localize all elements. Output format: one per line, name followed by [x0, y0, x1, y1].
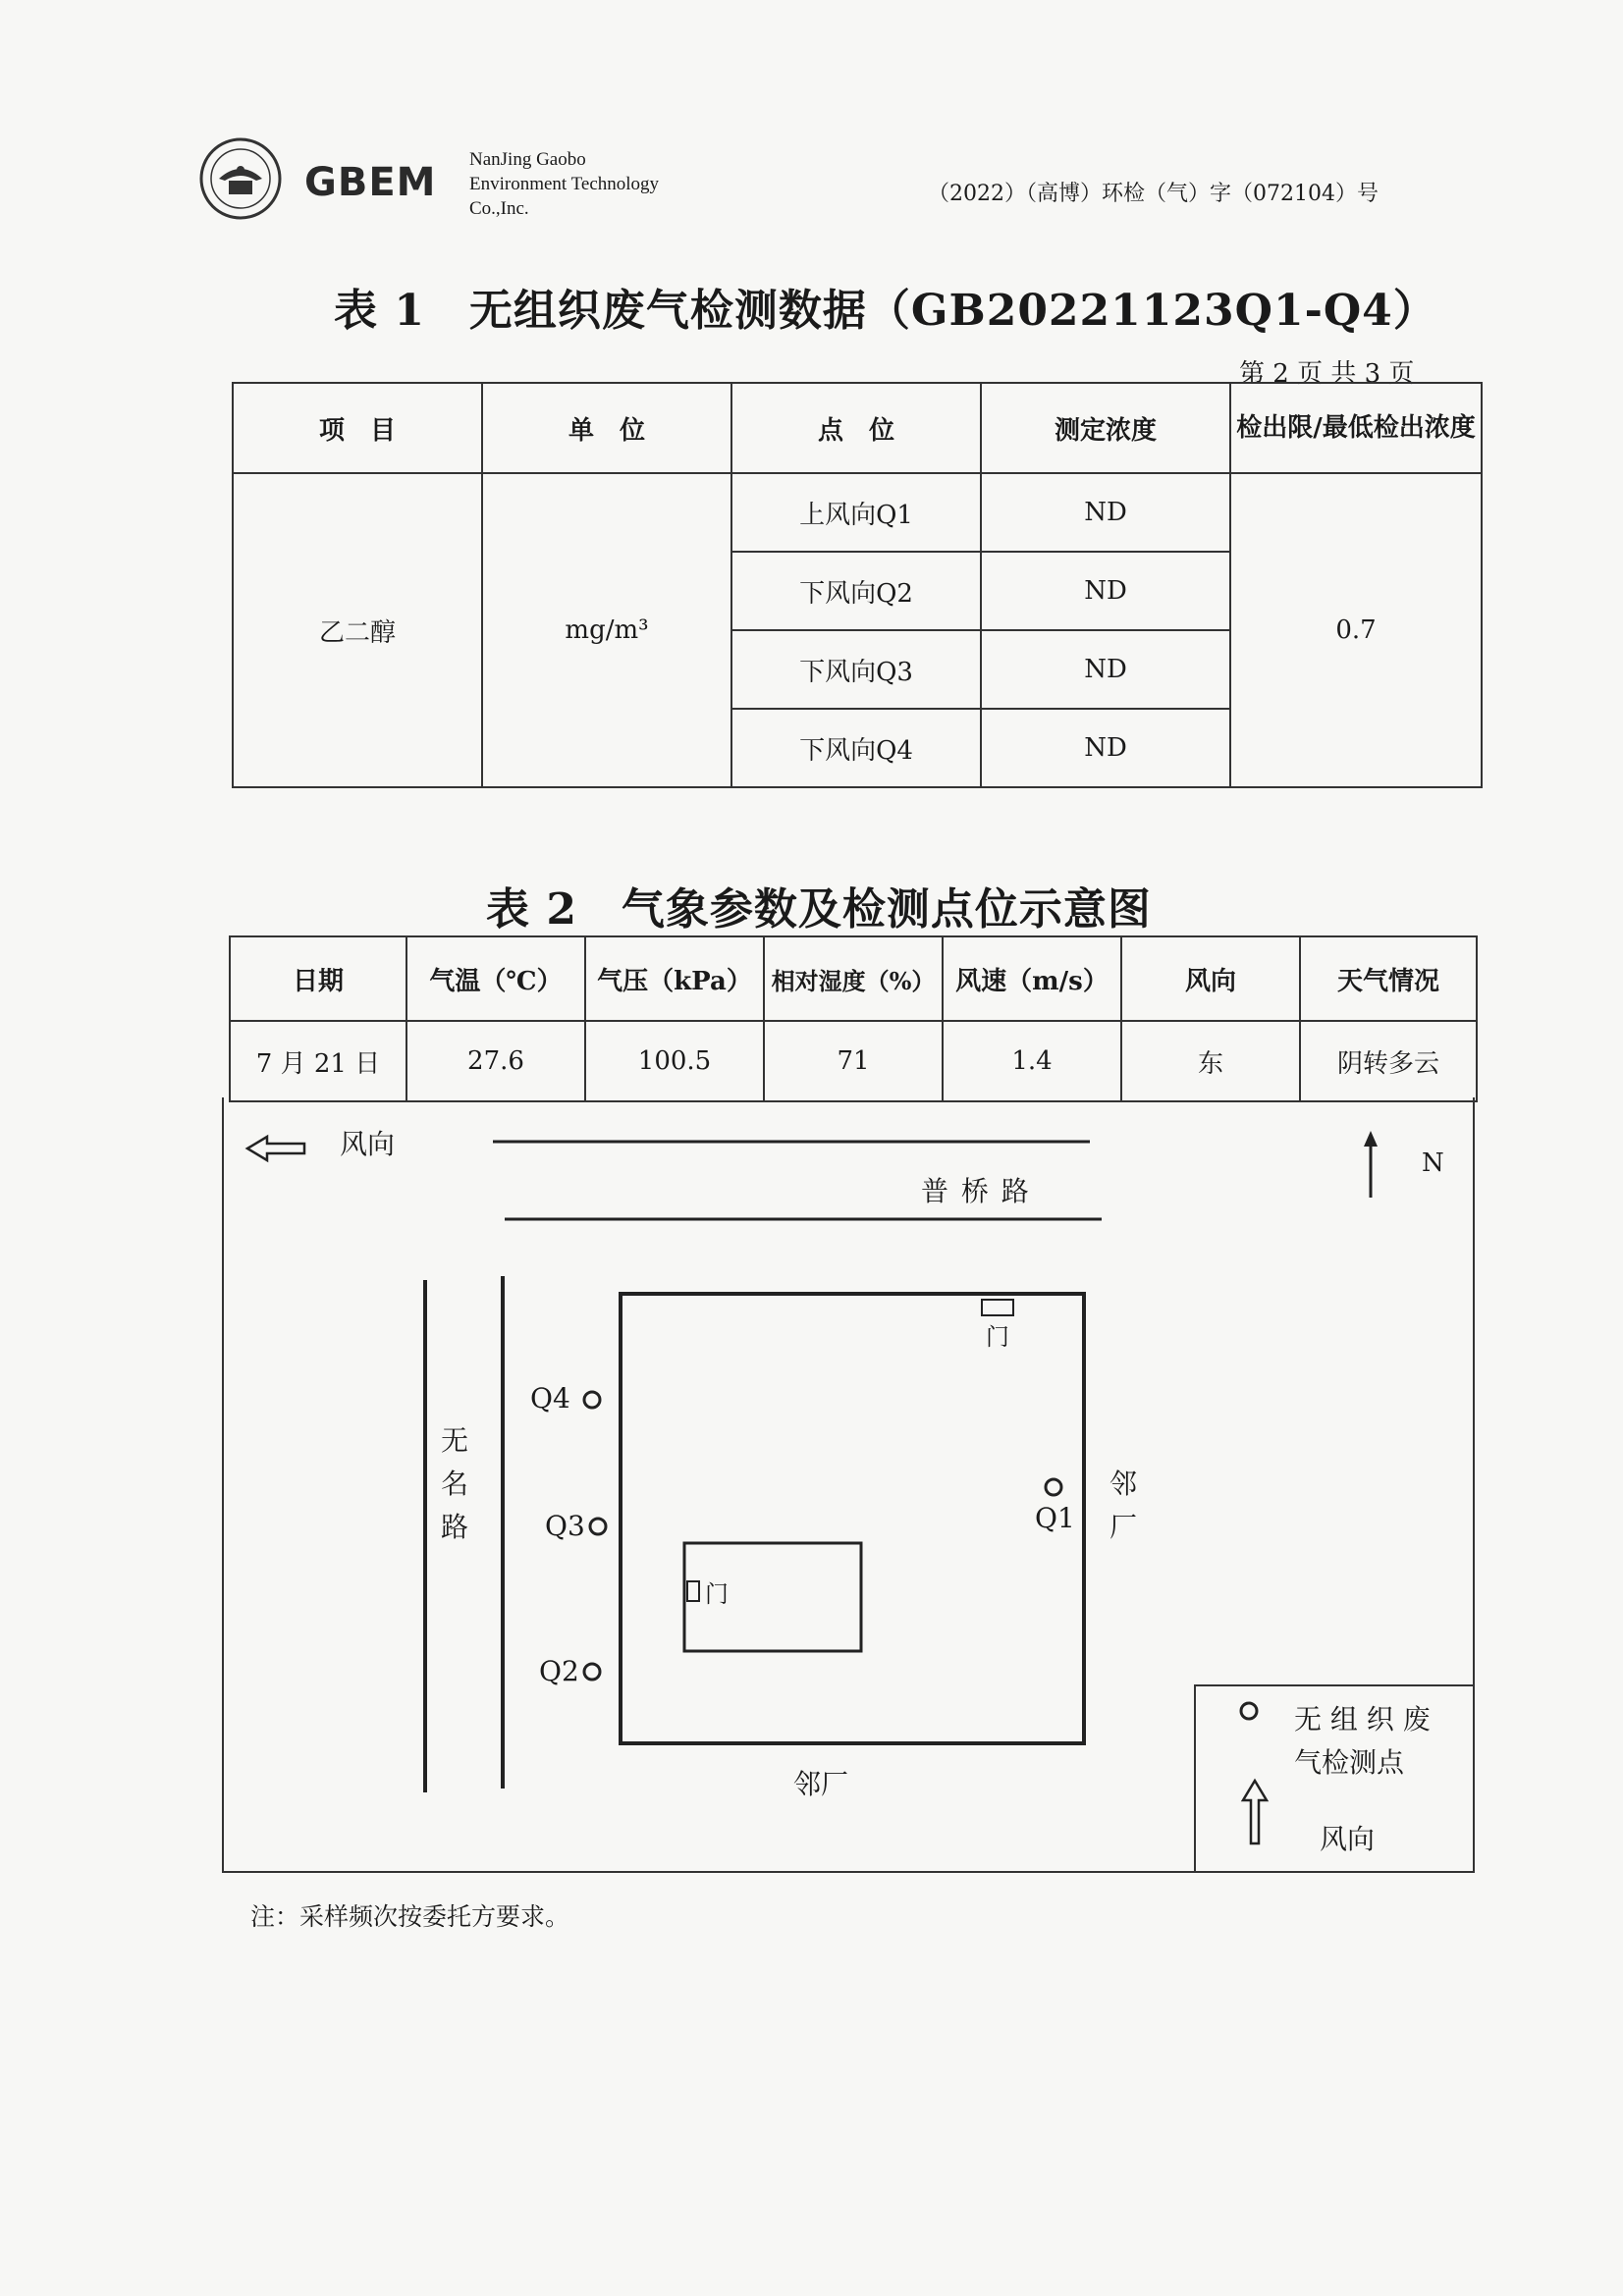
company-seal-logo — [199, 137, 282, 220]
table1-emission-data — [232, 382, 1483, 788]
table-row — [233, 473, 1482, 552]
q1-label: Q1 — [1035, 1502, 1075, 1534]
q4-label: Q4 — [530, 1382, 570, 1415]
cell-limit: 0.7 — [1230, 473, 1482, 787]
legend-wind-label: 风向 — [1320, 1823, 1376, 1855]
brand-logo-text: GBEM — [304, 160, 437, 205]
table1-title: 表 1 无组织废气检测数据（GB20221123Q1-Q4） — [334, 286, 1437, 336]
sampling-point-q3-icon — [590, 1519, 606, 1534]
road-left-label — [440, 1419, 469, 1549]
site-diagram — [222, 1097, 1475, 1873]
north-label: N — [1422, 1148, 1444, 1178]
table-header-row — [233, 383, 1482, 473]
company-name — [469, 147, 659, 221]
cell-value: ND — [981, 709, 1230, 787]
plant-boundary — [621, 1294, 1084, 1743]
cell-value: ND — [981, 552, 1230, 630]
road-top-label: 普 桥 路 — [921, 1175, 1031, 1207]
header-wind-direction: 风向 — [1121, 936, 1300, 1021]
header-weather: 天气情况 — [1300, 936, 1477, 1021]
inner-gate-marker — [687, 1581, 699, 1601]
cell-value: ND — [981, 630, 1230, 709]
neighbor-right-char: 厂 — [1109, 1511, 1137, 1543]
north-arrow-icon — [1364, 1131, 1378, 1198]
sampling-point-q2-icon — [584, 1664, 600, 1680]
wind-arrow-left-icon — [247, 1137, 304, 1160]
sampling-note: 注：采样频次按委托方要求。 — [250, 1902, 570, 1931]
q3-label: Q3 — [545, 1510, 585, 1542]
legend-point-line: 无 组 织 废 — [1294, 1703, 1431, 1735]
table2-title: 表 2 气象参数及检测点位示意图 — [486, 884, 1152, 934]
cell-value: ND — [981, 473, 1230, 552]
neighbor-right-label — [1109, 1463, 1138, 1549]
header-temperature: 气温（℃） — [406, 936, 585, 1021]
road-left-char: 无 — [440, 1424, 468, 1457]
cell-wind-direction: 东 — [1121, 1021, 1300, 1101]
cell-humidity: 71 — [764, 1021, 943, 1101]
header-point: 点 位 — [731, 383, 981, 473]
cell-point: 下风向Q3 — [731, 630, 981, 709]
table-header-row — [230, 936, 1477, 1021]
cell-point: 下风向Q2 — [731, 552, 981, 630]
header-humidity: 相对湿度（%） — [764, 936, 943, 1021]
table2-weather-params — [229, 935, 1478, 1102]
q2-label: Q2 — [539, 1655, 579, 1687]
cell-pressure: 100.5 — [585, 1021, 764, 1101]
legend-point-line: 气检测点 — [1294, 1746, 1405, 1779]
report-number: （2022）（高博）环检（气）字（072104）号 — [928, 182, 1379, 206]
header-unit: 单 位 — [482, 383, 731, 473]
neighbor-bottom-label: 邻厂 — [793, 1768, 849, 1800]
header-value: 测定浓度 — [981, 383, 1230, 473]
neighbor-right-char: 邻 — [1109, 1468, 1137, 1500]
company-line: NanJing Gaobo — [469, 149, 586, 170]
cell-point: 上风向Q1 — [731, 473, 981, 552]
header-item: 项 目 — [233, 383, 482, 473]
inner-gate-label: 门 — [705, 1580, 729, 1608]
cell-date: 7 月 21 日 — [230, 1021, 406, 1101]
header-limit: 检出限/最低检出浓度 — [1230, 383, 1482, 473]
sampling-point-q1-icon — [1046, 1479, 1061, 1495]
wind-direction-label: 风向 — [340, 1128, 396, 1160]
page-indicator: 第 2 页 共 3 页 — [1239, 359, 1415, 389]
legend-point-label — [1294, 1698, 1431, 1785]
gate-label: 门 — [986, 1323, 1009, 1351]
cell-weather: 阴转多云 — [1300, 1021, 1477, 1101]
header-pressure: 气压（kPa） — [585, 936, 764, 1021]
header-wind-speed: 风速（m/s） — [943, 936, 1121, 1021]
table-row — [230, 1021, 1477, 1101]
cell-unit: mg/m³ — [482, 473, 731, 787]
gate-marker — [982, 1300, 1013, 1315]
sampling-point-q4-icon — [584, 1392, 600, 1408]
road-left-char: 路 — [440, 1511, 468, 1543]
company-line: Co.,Inc. — [469, 198, 529, 219]
cell-point: 下风向Q4 — [731, 709, 981, 787]
cell-temperature: 27.6 — [406, 1021, 585, 1101]
company-line: Environment Technology — [469, 174, 660, 194]
cell-item: 乙二醇 — [233, 473, 482, 787]
cell-wind-speed: 1.4 — [943, 1021, 1121, 1101]
header-date: 日期 — [230, 936, 406, 1021]
road-left-char: 名 — [440, 1468, 468, 1500]
